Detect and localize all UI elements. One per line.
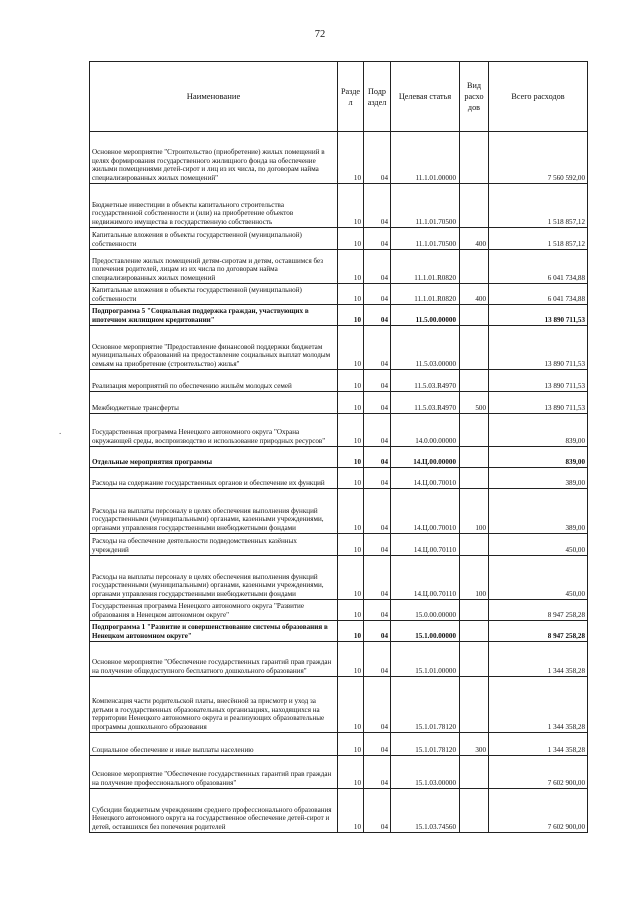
row-amount-cell: 389,00 [489,468,588,489]
header-target-article: Целевая статья [391,62,460,132]
row-amount-cell: 13 890 711,53 [489,326,588,370]
row-target-article-cell: 14.Ц.00.70110 [391,556,460,600]
row-razdel-cell: 10 [338,370,364,392]
table-row [90,733,588,756]
row-target-article-cell: 11.1.01.70500 [391,228,460,250]
table-row [90,447,588,468]
row-podrazdel-cell: 04 [364,447,391,468]
row-target-article-cell: 15.1.01.78120 [391,677,460,733]
row-name-cell: Расходы на выплаты персоналу в целях обеспечения выполнения функций государственными (муниципальными) органами, казенными учреждениями, органами управления государственными внебюджетными фондами [90,556,338,600]
row-podrazdel-cell: 04 [364,392,391,414]
header-expense-type: Вид расхо дов [460,62,489,132]
row-target-article-cell: 14.Ц.00.70010 [391,468,460,489]
row-expense-type-cell [460,132,489,184]
row-name-cell: Социальное обеспечение и иные выплаты населению [90,733,338,756]
row-expense-type-cell: 400 [460,284,489,305]
table-row [90,392,588,414]
row-amount-cell: 1 344 358,28 [489,677,588,733]
row-target-article-cell: 14.0.00.00000 [391,414,460,447]
row-amount-cell: 7 602 900,00 [489,789,588,833]
table-row [90,642,588,677]
row-podrazdel-cell: 04 [364,370,391,392]
margin-mark: . [59,426,62,436]
table-row [90,184,588,228]
row-razdel-cell: 10 [338,534,364,556]
row-expense-type-cell: 100 [460,489,489,534]
row-razdel-cell: 10 [338,756,364,789]
header-podrazdel: Подр аздел [364,62,391,132]
row-podrazdel-cell: 04 [364,250,391,284]
row-target-article-cell: 11.1.01.00000 [391,132,460,184]
row-amount-cell: 839,00 [489,414,588,447]
page-number: 72 [314,29,326,40]
row-podrazdel-cell: 04 [364,642,391,677]
row-razdel-cell: 10 [338,621,364,642]
row-razdel-cell: 10 [338,228,364,250]
row-amount-cell: 13 890 711,53 [489,392,588,414]
header-name: Наименование [90,62,338,132]
row-podrazdel-cell: 04 [364,284,391,305]
row-name-cell: Государственная программа Ненецкого автономного округа "Развитие образования в Ненецком автономном округе" [90,600,338,621]
row-razdel-cell: 10 [338,132,364,184]
row-razdel-cell: 10 [338,556,364,600]
row-name-cell: Подпрограмма 1 "Развитие и совершенствование системы образования в Ненецком автономном округе" [90,621,338,642]
row-amount-cell: 389,00 [489,489,588,534]
row-razdel-cell: 10 [338,414,364,447]
row-target-article-cell: 15.0.00.00000 [391,600,460,621]
row-podrazdel-cell: 04 [364,305,391,326]
row-razdel-cell: 10 [338,392,364,414]
table-row [90,284,588,305]
row-expense-type-cell [460,305,489,326]
row-podrazdel-cell: 04 [364,756,391,789]
row-name-cell: Основное мероприятие "Обеспечение государственных гарантий прав граждан на получение общедоступного бесплатного дошкольного образования" [90,642,338,677]
row-razdel-cell: 10 [338,447,364,468]
table-header-row [90,62,588,132]
row-target-article-cell: 15.1.01.00000 [391,642,460,677]
row-target-article-cell: 14.Ц.00.70110 [391,534,460,556]
row-podrazdel-cell: 04 [364,489,391,534]
row-expense-type-cell [460,370,489,392]
row-podrazdel-cell: 04 [364,621,391,642]
row-name-cell: Субсидии бюджетным учреждениям среднего профессионального образования Ненецкого автономного округа на государственное обеспечение детей-сирот и детей, оставшихся без попечения родителей [90,789,338,833]
row-amount-cell: 13 890 711,53 [489,305,588,326]
table-row [90,132,588,184]
row-podrazdel-cell: 04 [364,132,391,184]
row-amount-cell: 7 560 592,00 [489,132,588,184]
row-name-cell: Капитальные вложения в объекты государственной (муниципальной) собственности [90,284,338,305]
row-razdel-cell: 10 [338,789,364,833]
row-amount-cell: 450,00 [489,534,588,556]
row-target-article-cell: 15.1.03.00000 [391,756,460,789]
row-podrazdel-cell: 04 [364,468,391,489]
row-podrazdel-cell: 04 [364,556,391,600]
table-row [90,228,588,250]
row-name-cell: Государственная программа Ненецкого автономного округа "Охрана окружающей среды, воспроизводство и использование природных ресурсов" [90,414,338,447]
row-expense-type-cell: 500 [460,392,489,414]
row-target-article-cell: 11.5.03.00000 [391,326,460,370]
row-razdel-cell: 10 [338,600,364,621]
row-amount-cell: 8 947 258,28 [489,600,588,621]
row-amount-cell: 1 518 857,12 [489,184,588,228]
row-expense-type-cell [460,677,489,733]
row-expense-type-cell: 100 [460,556,489,600]
row-target-article-cell: 11.5.00.00000 [391,305,460,326]
table-row [90,250,588,284]
row-target-article-cell: 11.1.01.70500 [391,184,460,228]
table-row [90,556,588,600]
row-podrazdel-cell: 04 [364,600,391,621]
row-expense-type-cell [460,534,489,556]
row-amount-cell: 7 602 900,00 [489,756,588,789]
row-expense-type-cell [460,184,489,228]
table-row [90,468,588,489]
row-razdel-cell: 10 [338,305,364,326]
row-razdel-cell: 10 [338,184,364,228]
table-row [90,326,588,370]
budget-table [89,61,588,833]
row-target-article-cell: 14.Ц.00.70010 [391,489,460,534]
row-podrazdel-cell: 04 [364,326,391,370]
row-razdel-cell: 10 [338,642,364,677]
row-name-cell: Реализация мероприятий по обеспечению жильём молодых семей [90,370,338,392]
row-expense-type-cell [460,789,489,833]
row-target-article-cell: 15.1.01.78120 [391,733,460,756]
row-podrazdel-cell: 04 [364,677,391,733]
table-row [90,756,588,789]
row-name-cell: Основное мероприятие "Предоставление финансовой поддержки бюджетам муниципальных образований на предоставление социальных выплат молодым семьям на приобретение (строительство) жилья" [90,326,338,370]
row-podrazdel-cell: 04 [364,228,391,250]
row-expense-type-cell [460,447,489,468]
table-row [90,534,588,556]
row-expense-type-cell [460,414,489,447]
row-target-article-cell: 11.1.01.R0820 [391,284,460,305]
row-podrazdel-cell: 04 [364,414,391,447]
row-razdel-cell: 10 [338,326,364,370]
row-razdel-cell: 10 [338,250,364,284]
row-expense-type-cell [460,600,489,621]
row-expense-type-cell: 400 [460,228,489,250]
table-row [90,305,588,326]
row-name-cell: Основное мероприятие "Строительство (приобретение) жилых помещений в целях формирования государственного жилищного фонда на обеспечение жилыми помещениями детей-сирот и лиц из их числа, по договорам найма специализированных жилых помещений" [90,132,338,184]
row-name-cell: Отдельные мероприятия программы [90,447,338,468]
row-name-cell: Бюджетные инвестиции в объекты капитального строительства государственной собственности и (или) на приобретение объектов недвижимого имущества в государственную собственность [90,184,338,228]
table-row [90,677,588,733]
row-expense-type-cell [460,642,489,677]
row-podrazdel-cell: 04 [364,184,391,228]
row-razdel-cell: 10 [338,489,364,534]
table-row [90,600,588,621]
row-expense-type-cell [460,756,489,789]
table-row [90,370,588,392]
header-total: Всего расходов [489,62,588,132]
row-razdel-cell: 10 [338,733,364,756]
row-target-article-cell: 15.1.00.00000 [391,621,460,642]
row-target-article-cell: 11.5.03.R4970 [391,392,460,414]
row-name-cell: Межбюджетные трансферты [90,392,338,414]
table-row [90,414,588,447]
row-expense-type-cell [460,250,489,284]
row-name-cell: Расходы на содержание государственных органов и обеспечение их функций [90,468,338,489]
row-expense-type-cell: 300 [460,733,489,756]
row-amount-cell: 6 041 734,88 [489,250,588,284]
row-amount-cell: 6 041 734,88 [489,284,588,305]
row-expense-type-cell [460,468,489,489]
row-podrazdel-cell: 04 [364,733,391,756]
row-name-cell: Капитальные вложения в объекты государственной (муниципальной) собственности [90,228,338,250]
row-amount-cell: 1 344 358,28 [489,642,588,677]
row-name-cell: Основное мероприятие "Обеспечение государственных гарантий прав граждан на получение профессионального образования" [90,756,338,789]
row-amount-cell: 839,00 [489,447,588,468]
row-amount-cell: 450,00 [489,556,588,600]
row-target-article-cell: 11.1.01.R0820 [391,250,460,284]
row-podrazdel-cell: 04 [364,534,391,556]
row-name-cell: Компенсация части родительской платы, внесённой за присмотр и уход за детьми в государственных образовательных организациях, находящихся на территории Ненецкого автономного округа и реализующих образовательные программы дошкольного образования [90,677,338,733]
row-name-cell: Расходы на выплаты персоналу в целях обеспечения выполнения функций государственными (муниципальными) органами, казенными учреждениями, органами управления государственными внебюджетными фондами [90,489,338,534]
row-target-article-cell: 11.5.03.R4970 [391,370,460,392]
row-name-cell: Расходы на обеспечение деятельности подведомственных казённых учреждений [90,534,338,556]
row-target-article-cell: 14.Ц.00.00000 [391,447,460,468]
table-row [90,789,588,833]
table-row [90,621,588,642]
row-razdel-cell: 10 [338,677,364,733]
row-expense-type-cell [460,326,489,370]
row-expense-type-cell [460,621,489,642]
row-podrazdel-cell: 04 [364,789,391,833]
row-razdel-cell: 10 [338,284,364,305]
row-razdel-cell: 10 [338,468,364,489]
row-amount-cell: 1 518 857,12 [489,228,588,250]
table-row [90,489,588,534]
row-amount-cell: 13 890 711,53 [489,370,588,392]
row-name-cell: Подпрограмма 5 "Социальная поддержка граждан, участвующих в ипотечном жилищном кредитовании" [90,305,338,326]
row-target-article-cell: 15.1.03.74560 [391,789,460,833]
header-razdel: Разде л [338,62,364,132]
row-amount-cell: 8 947 258,28 [489,621,588,642]
row-amount-cell: 1 344 358,28 [489,733,588,756]
row-name-cell: Предоставление жилых помещений детям-сиротам и детям, оставшимся без попечения родителей, лицам из их числа по договорам найма специализированных жилых помещений [90,250,338,284]
